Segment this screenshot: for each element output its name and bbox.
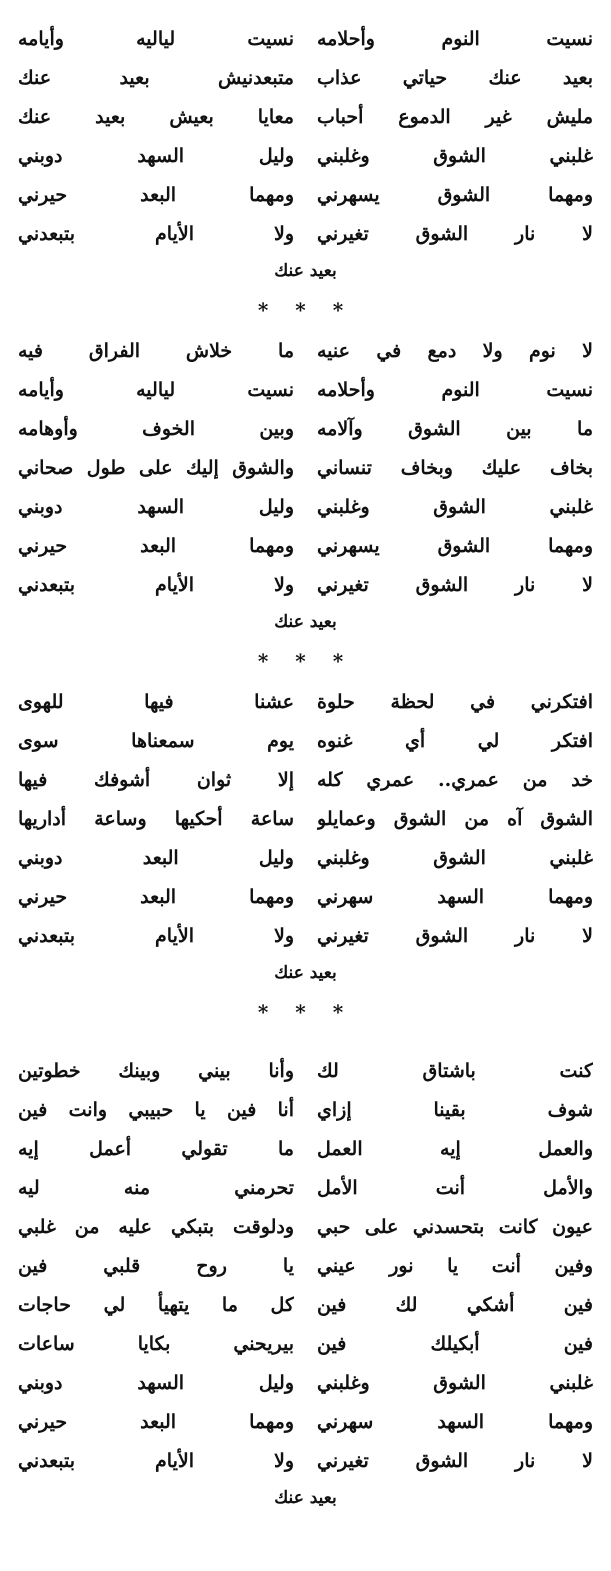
stanza-4 xyxy=(18,1052,593,1515)
verse-line xyxy=(18,722,593,761)
second-hemistich: معايا بعيش بعيد عنك xyxy=(18,106,294,128)
first-hemistich: عيون كانت بتحسدني على حبي xyxy=(317,1216,593,1238)
first-hemistich: ومهما السهد سهرني xyxy=(317,1411,593,1433)
second-hemistich: ولا الأيام بتبعدني xyxy=(18,223,294,245)
verse-line xyxy=(18,1052,593,1091)
stanza-separator: * * * xyxy=(257,298,354,322)
first-hemistich: غلبني الشوق وغلبني xyxy=(317,145,593,167)
second-hemistich: وليل السهد دوبني xyxy=(18,1372,294,1394)
second-hemistich: وبين الخوف وأوهامه xyxy=(18,418,294,440)
first-hemistich: لا نار الشوق تغيرني xyxy=(317,223,593,245)
verse-line xyxy=(18,683,593,722)
first-hemistich: خد من عمري.. عمري كله xyxy=(317,769,593,791)
stanza-1 xyxy=(18,20,593,288)
verse-line xyxy=(18,410,593,449)
first-hemistich: بعيد عنك حياتي عذاب xyxy=(317,67,593,89)
second-hemistich: نسيت لياليه وأيامه xyxy=(18,28,294,50)
second-hemistich: عشنا فيها للهوى xyxy=(18,691,294,713)
first-hemistich: نسيت النوم وأحلامه xyxy=(317,379,593,401)
first-hemistich: بخاف عليك وبخاف تنساني xyxy=(317,457,593,479)
second-hemistich: ولا الأيام بتبعدني xyxy=(18,925,294,947)
verse-line xyxy=(18,1091,593,1130)
stanza-gap xyxy=(18,1034,593,1052)
verse-line xyxy=(18,800,593,839)
first-hemistich: ومهما الشوق يسهرني xyxy=(317,184,593,206)
verse-line xyxy=(18,1325,593,1364)
first-hemistich: مليش غير الدموع أحباب xyxy=(317,106,593,128)
refrain-line: بعيد عنك xyxy=(274,963,337,983)
verse-line xyxy=(18,1403,593,1442)
second-hemistich: أنا فين يا حبيبي وانت فين xyxy=(18,1099,294,1121)
second-hemistich: وليل البعد دوبني xyxy=(18,847,294,869)
first-hemistich: غلبني الشوق وغلبني xyxy=(317,847,593,869)
first-hemistich: ومهما الشوق يسهرني xyxy=(317,535,593,557)
second-hemistich: ومهما البعد حيرني xyxy=(18,1411,294,1433)
first-hemistich: والعمل إيه العمل xyxy=(317,1138,593,1160)
stanza-separator: * * * xyxy=(257,649,354,673)
verse-line xyxy=(18,878,593,917)
second-hemistich: تحرمني منه ليه xyxy=(18,1177,294,1199)
first-hemistich: غلبني الشوق وغلبني xyxy=(317,496,593,518)
second-hemistich: بيريحني بكايا ساعات xyxy=(18,1333,294,1355)
verse-line xyxy=(18,20,593,59)
verse-line xyxy=(18,527,593,566)
stanza-3 xyxy=(18,683,593,990)
first-hemistich: فين أبكيلك فين xyxy=(317,1333,593,1355)
verse-line xyxy=(18,332,593,371)
stanza-separator: * * * xyxy=(257,1000,354,1024)
second-hemistich: إلا ثوان أشوفك فيها xyxy=(18,769,294,791)
first-hemistich: لا نار الشوق تغيرني xyxy=(317,925,593,947)
verse-line xyxy=(18,59,593,98)
second-hemistich: ودلوقت بتبكي عليه من غلبي xyxy=(18,1216,294,1238)
second-hemistich: متبعدنيش بعيد عنك xyxy=(18,67,294,89)
verse-line xyxy=(18,1130,593,1169)
first-hemistich: ومهما السهد سهرني xyxy=(317,886,593,908)
second-hemistich: ومهما البعد حيرني xyxy=(18,535,294,557)
first-hemistich: الشوق آه من الشوق وعمايلو xyxy=(317,808,593,830)
second-hemistich: وأنا بيني وبينك خطوتين xyxy=(18,1060,294,1082)
second-hemistich: يوم سمعناها سوى xyxy=(18,730,294,752)
verse-line xyxy=(18,1169,593,1208)
first-hemistich: فين أشكي لك فين xyxy=(317,1294,593,1316)
second-hemistich: وليل السهد دوبني xyxy=(18,145,294,167)
refrain-line: بعيد عنك xyxy=(274,261,337,281)
verse-line xyxy=(18,1442,593,1481)
first-hemistich: والأمل أنت الأمل xyxy=(317,1177,593,1199)
first-hemistich: كنت باشتاق لك xyxy=(317,1060,593,1082)
second-hemistich: ومهما البعد حيرني xyxy=(18,184,294,206)
verse-line xyxy=(18,488,593,527)
second-hemistich: نسيت لياليه وأيامه xyxy=(18,379,294,401)
verse-line xyxy=(18,839,593,878)
verse-line xyxy=(18,1286,593,1325)
verse-line xyxy=(18,176,593,215)
second-hemistich: يا روح قلبي فين xyxy=(18,1255,294,1277)
verse-line xyxy=(18,371,593,410)
verse-line xyxy=(18,98,593,137)
second-hemistich: ومهما البعد حيرني xyxy=(18,886,294,908)
first-hemistich: لا نار الشوق تغيرني xyxy=(317,574,593,596)
poem-lyrics xyxy=(18,20,593,1515)
verse-line xyxy=(18,215,593,254)
verse-line xyxy=(18,1247,593,1286)
second-hemistich: والشوق إليك على طول صحاني xyxy=(18,457,294,479)
verse-line xyxy=(18,449,593,488)
verse-line xyxy=(18,761,593,800)
first-hemistich: شوف بقينا إزاي xyxy=(317,1099,593,1121)
second-hemistich: ولا الأيام بتبعدني xyxy=(18,1450,294,1472)
first-hemistich: لا نوم ولا دمع في عنيه xyxy=(317,340,593,362)
first-hemistich: ما بين الشوق وآلامه xyxy=(317,418,593,440)
verse-line xyxy=(18,1364,593,1403)
first-hemistich: افتكر لي أي غنوه xyxy=(317,730,593,752)
first-hemistich: لا نار الشوق تغيرني xyxy=(317,1450,593,1472)
stanza-2 xyxy=(18,332,593,639)
first-hemistich: غلبني الشوق وغلبني xyxy=(317,1372,593,1394)
verse-line xyxy=(18,917,593,956)
refrain-line: بعيد عنك xyxy=(274,612,337,632)
first-hemistich: وفين أنت يا نور عيني xyxy=(317,1255,593,1277)
second-hemistich: ما تقولي أعمل إيه xyxy=(18,1138,294,1160)
second-hemistich: كل ما يتهيأ لي حاجات xyxy=(18,1294,294,1316)
first-hemistich: افتكرني في لحظة حلوة xyxy=(317,691,593,713)
verse-line xyxy=(18,566,593,605)
second-hemistich: وليل السهد دوبني xyxy=(18,496,294,518)
verse-line xyxy=(18,137,593,176)
second-hemistich: ولا الأيام بتبعدني xyxy=(18,574,294,596)
second-hemistich: ساعة أحكيها وساعة أداريها xyxy=(18,808,294,830)
first-hemistich: نسيت النوم وأحلامه xyxy=(317,28,593,50)
second-hemistich: ما خلاش الفراق فيه xyxy=(18,340,294,362)
verse-line xyxy=(18,1208,593,1247)
refrain-line: بعيد عنك xyxy=(274,1488,337,1508)
